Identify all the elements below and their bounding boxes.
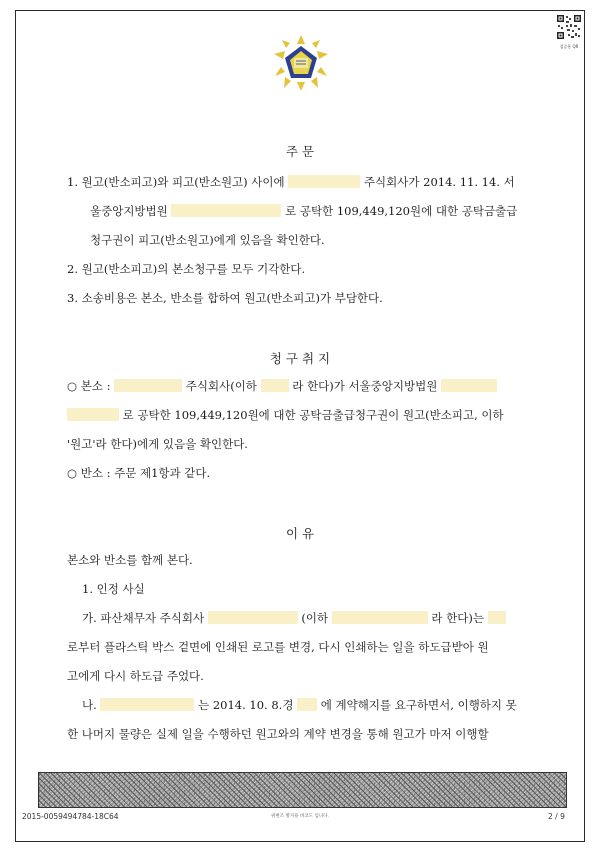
order-item-1-line-1: 1. 원고(반소피고)와 피고(반소원고) 사이에 주식회사가 2014. 11. 14. 서: [67, 175, 515, 189]
reason-na-line-2: 한 나머지 물량은 실제 일을 수행하던 원고와의 계약 변경을 통해 원고가 마저 이행할: [67, 727, 489, 741]
order-item-3: 3. 소송비용은 본소, 반소를 합하여 원고(반소피고)가 부담한다.: [67, 291, 383, 305]
claim-main-line-1: ○ 본소 : 주식회사(이하 라 한다)가 서울중앙지방법원: [67, 379, 497, 393]
claim-main-line-3: '원고'라 한다)에게 있음을 확인한다.: [67, 437, 248, 451]
qr-caption: 검증용 QR: [559, 44, 579, 49]
order-item-2: 2. 원고(반소피고)의 본소청구를 모두 기각한다.: [67, 262, 306, 276]
claim-heading: 청 구 취 지: [269, 351, 331, 366]
claim-counter: ○ 반소 : 주문 제1항과 같다.: [67, 466, 211, 480]
redaction-mark: [441, 379, 497, 392]
redaction-mark: [171, 204, 281, 217]
reason-ga-line-1: 가. 파산채무자 주식회사 (이하 라 한다)는: [82, 611, 506, 625]
redaction-mark: [100, 698, 194, 711]
reason-heading: 이 유: [285, 526, 315, 541]
barcode-note: 위변조 방지용 바코드 입니다.: [271, 814, 329, 819]
redaction-mark: [114, 379, 182, 392]
redaction-mark: [488, 611, 506, 624]
redaction-mark: [208, 611, 298, 624]
page-border: [15, 10, 585, 842]
reason-ga-line-2: 로부터 플라스틱 박스 겉면에 인쇄된 로고를 변경, 다시 인쇄하는 일을 하도급받아 원: [67, 640, 489, 654]
document-id: 2015-0059494784-18C64: [22, 812, 119, 821]
redaction-mark: [288, 175, 360, 188]
reason-intro: 본소와 반소를 함께 본다.: [67, 553, 193, 567]
reason-na-line-1: 나. 는 2014. 10. 8.경 에 계약해지를 요구하면서, 이행하지 못: [82, 698, 517, 712]
anti-forgery-barcode: [38, 772, 567, 808]
order-heading: 주 문: [285, 144, 315, 159]
claim-main-line-2: 로 공탁한 109,449,120원에 대한 공탁금출급청구권이 원고(반소피고, 이하: [67, 408, 504, 422]
court-emblem-icon: [272, 34, 330, 92]
redaction-mark: [261, 379, 289, 392]
order-item-1-line-2: 울중앙지방법원 로 공탁한 109,449,120원에 대한 공탁금출급: [90, 204, 518, 218]
order-item-1-line-3: 청구권이 피고(반소원고)에게 있음을 확인한다.: [90, 233, 325, 247]
redaction-mark: [67, 408, 119, 421]
reason-ga-line-3: 고에게 다시 하도급 주었다.: [67, 669, 204, 683]
page-number: 2 / 9: [548, 812, 565, 821]
redaction-mark: [332, 611, 428, 624]
redaction-mark: [297, 698, 317, 711]
reason-section-1: 1. 인정 사실: [82, 582, 145, 596]
qr-code-icon: [556, 14, 582, 40]
